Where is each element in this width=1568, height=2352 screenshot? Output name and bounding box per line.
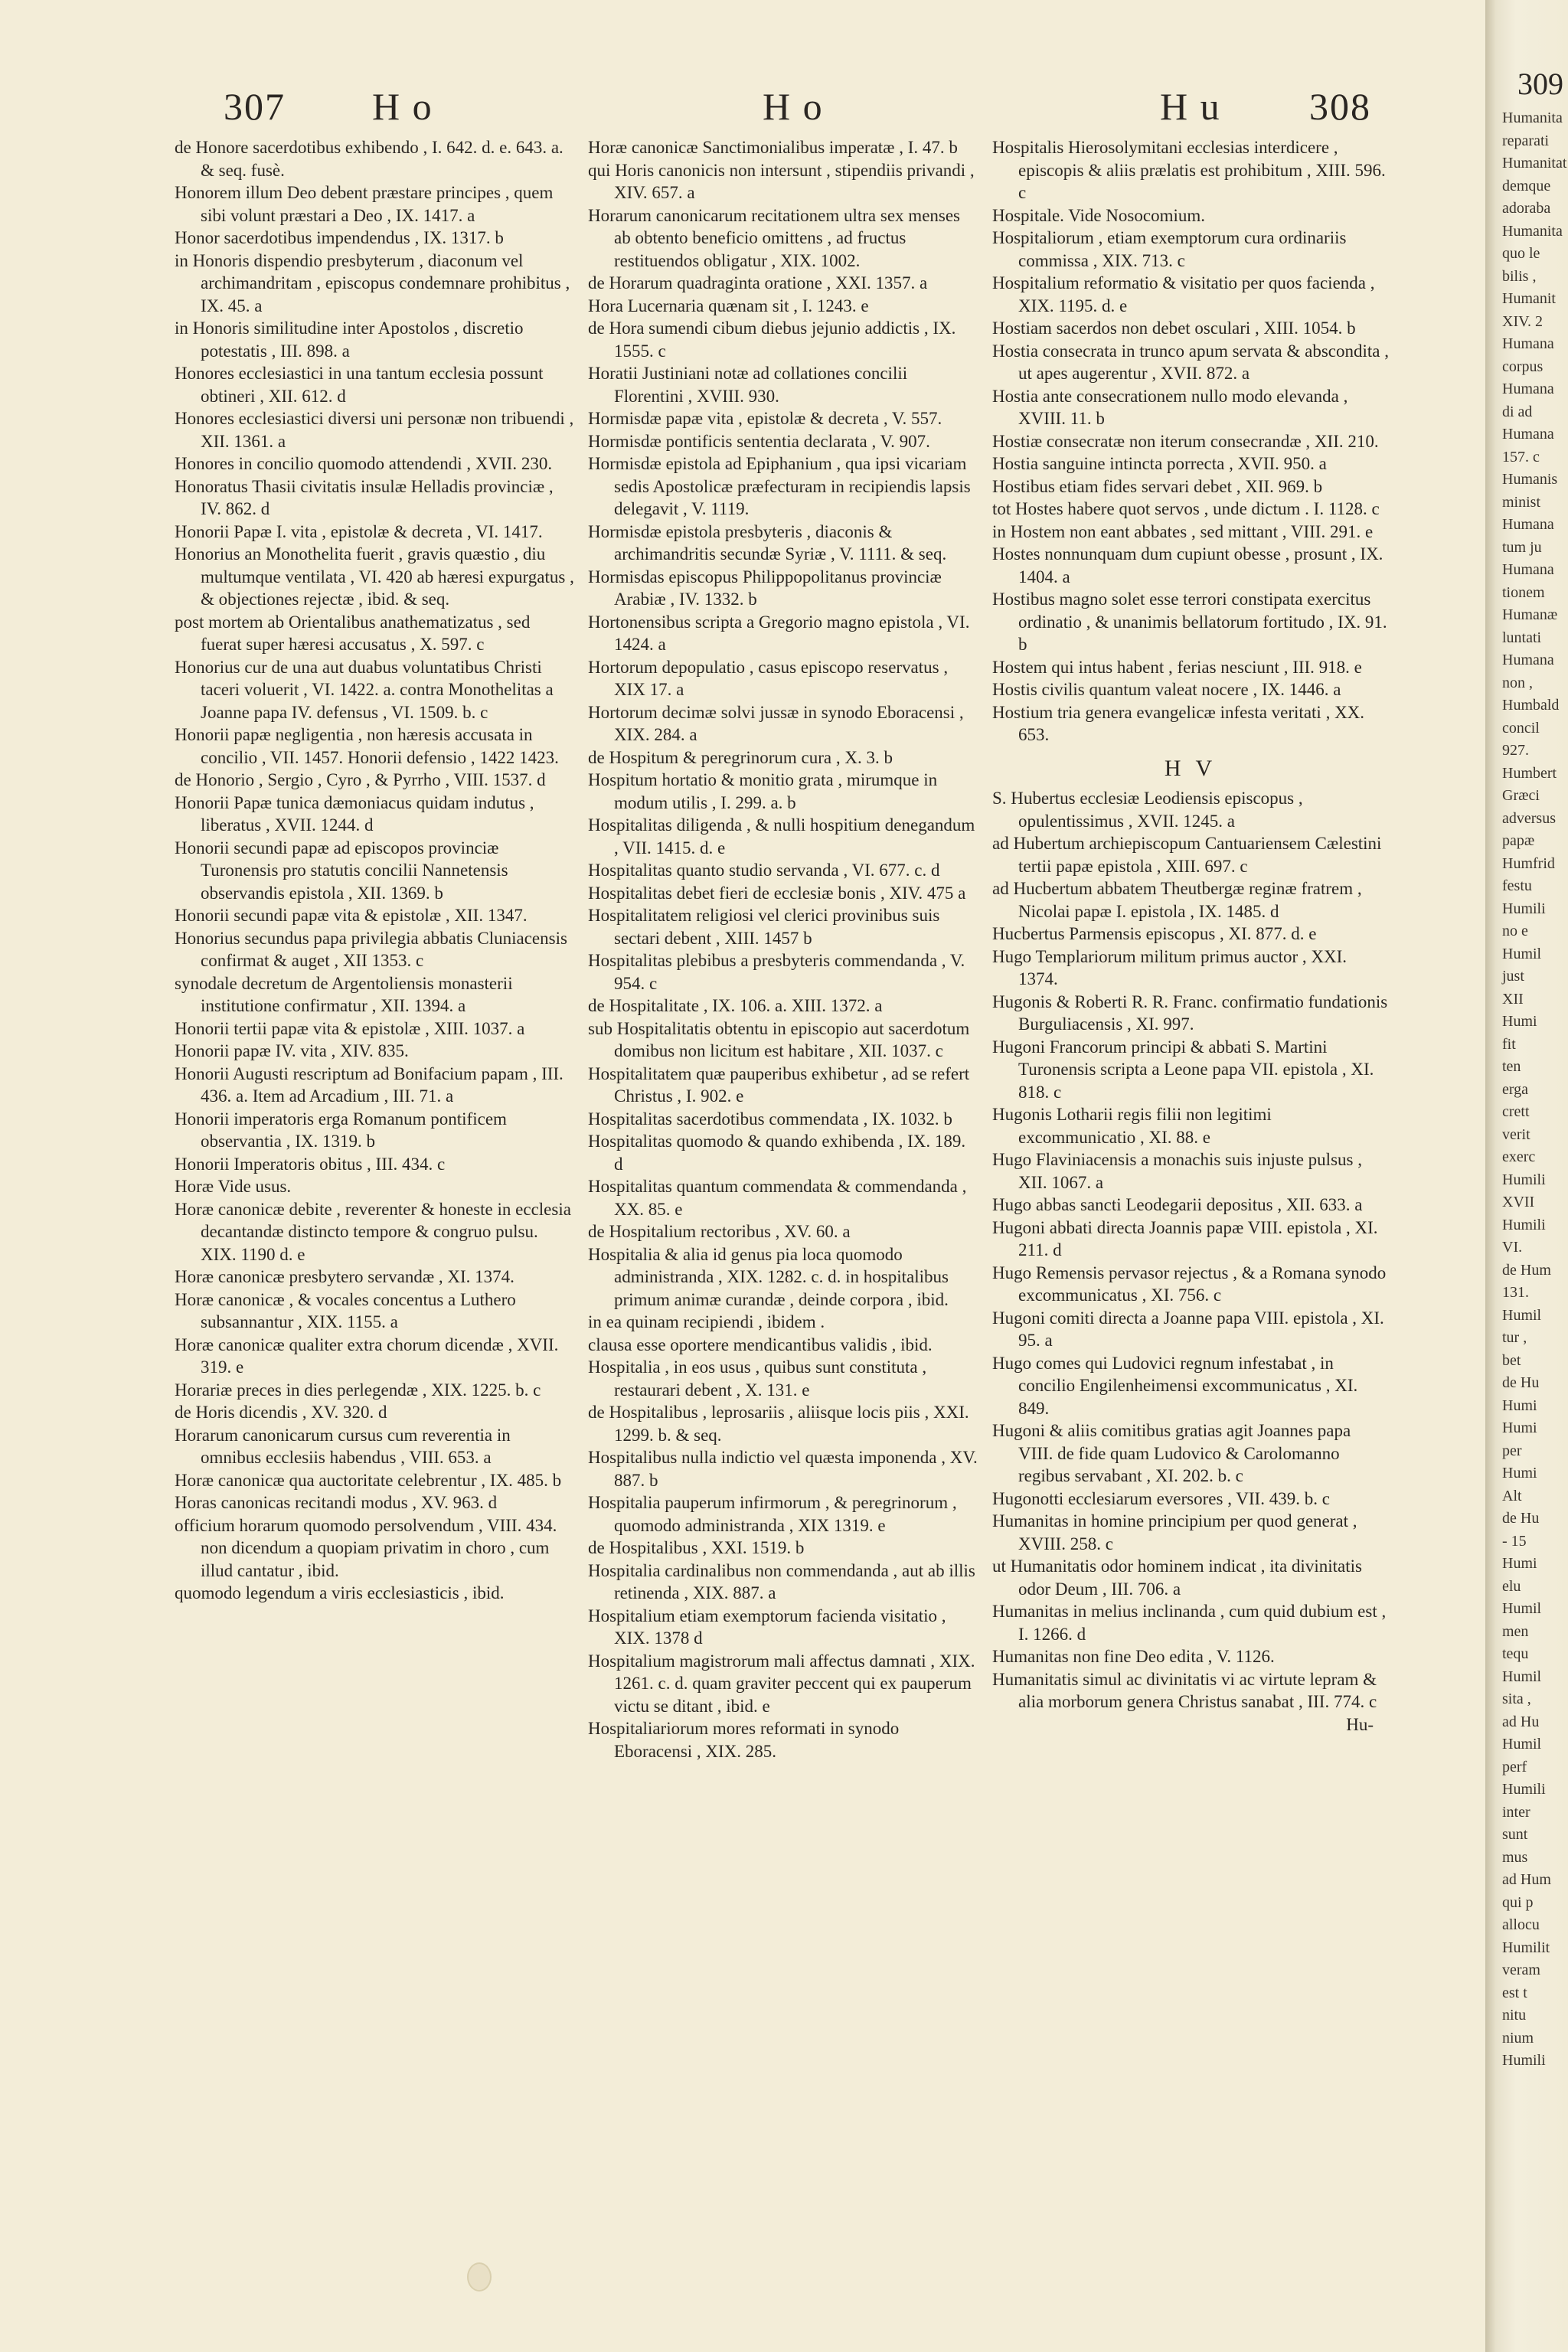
index-entry: Horarum canonicarum recitationem ultra sex menses ab obtento beneficio omittens , ad fructus restituendos obligatur , XIX. 1002. (588, 205, 961, 270)
index-entry: Hospitalibus nulla indictio vel quæsta imponenda , XV. 887. b (588, 1448, 978, 1490)
next-page-fragment: Humilit (1502, 1939, 1550, 1956)
next-page-fragment: 157. c (1502, 448, 1540, 466)
index-entry: Hospitalia & alia id genus pia loca quomodo administranda , XIX. 1282. c. d. in hospitalibus primum animæ curandæ , deinde corpora , ibid. (588, 1244, 949, 1309)
index-entry: Hormisdæ papæ vita , epistolæ & decreta , V. 557. (588, 409, 942, 428)
index-entry: Humanitatis simul ac divinitatis vi ac virtute lepram & alia morborum genera Christus sanabat , III. 774. c (992, 1669, 1377, 1711)
index-entry: Hugoni Francorum principi & abbati S. Martini Turonensis scripta a Leone papa VII. epistola , XI. 818. c (992, 1037, 1374, 1102)
index-entry: Hospitalitatem quæ pauperibus exhibetur , ad se refert Christus , I. 902. e (588, 1063, 970, 1106)
index-entry: Honorius an Monothelita fuerit , gravis quæstio , diu multumque ventilata , VI. 420 ab hæresi expurgatus , & objectiones rejectæ , ibid. & seq. (175, 544, 574, 609)
column-2-entries (588, 136, 978, 1762)
index-entry: Hostem qui intus habent , ferias nesciunt , III. 918. e (992, 657, 1362, 677)
next-page-fragment: bet (1502, 1351, 1521, 1369)
next-page-fragment: Humbert (1502, 764, 1557, 782)
index-entry: Hormisdæ epistola ad Epiphanium , qua ipsi vicariam sedis Apostolicæ præfecturam in recipiendis lapsis delegavit , V. 1119. (588, 454, 971, 518)
next-page-fragment: Humil (1502, 1600, 1542, 1617)
index-entry: ut Humanitatis odor hominem indicat , ita divinitatis odor Deum , III. 706. a (992, 1557, 1362, 1599)
index-entry: Hospitalium reformatio & visitatio per quos facienda , XIX. 1195. d. e (992, 273, 1375, 315)
index-entry: clausa esse oportere mendicantibus validis , ibid. (588, 1334, 933, 1354)
index-entry: ad Hubertum archiepiscopum Cantuariensem Cælestini tertii papæ epistola , XIII. 697. c (992, 834, 1382, 876)
next-page-fragment: per (1502, 1442, 1522, 1459)
index-entry: Horæ canonicæ , & vocales concentus a Luthero subsannantur , XIX. 1155. a (175, 1289, 516, 1331)
index-entry: Humanitas non fine Deo edita , V. 1126. (992, 1647, 1275, 1666)
index-entry: tot Hostes habere quot servos , unde dictum . I. 1128. c (992, 499, 1380, 518)
next-page-fragment: perf (1502, 1758, 1527, 1775)
next-page-fragment: Humi (1502, 1013, 1537, 1030)
next-page-fragment: bilis , (1502, 267, 1537, 285)
next-page-fragment: Humi (1502, 1396, 1537, 1414)
index-entry: Hospitalis Hierosolymitani ecclesias interdicere , episcopis & aliis prælatis est prohibitum , XIII. 596. c (992, 138, 1386, 202)
next-page-fragment: Humi (1502, 1555, 1537, 1572)
index-entry: Hora Lucernaria quænam sit , I. 1243. e (588, 296, 869, 315)
index-entry: de Hospitalium rectoribus , XV. 60. a (588, 1222, 851, 1241)
next-page-fragment: Humili (1502, 1781, 1546, 1798)
next-page-fragment: Humbald (1502, 697, 1560, 714)
running-head-right: H u (1160, 85, 1221, 128)
index-entry: Hormisdæ pontificis sententia declarata , V. 907. (588, 431, 930, 451)
next-page-fragment: Humfrid (1502, 854, 1555, 872)
index-entry: Hugoni abbati directa Joannis papæ VIII. epistola , XI. 211. d (992, 1217, 1378, 1259)
next-page-fragment: Humana (1502, 516, 1554, 533)
next-page-fragment: reparati (1502, 132, 1550, 149)
next-page-fragment: exerc (1502, 1148, 1536, 1165)
page-number-left: 307 (224, 85, 286, 128)
next-page-fragment: sita , (1502, 1690, 1531, 1707)
index-entry: Hostibus etiam fides servari debet , XII. 969. b (992, 476, 1323, 496)
index-entry: Humanitas in homine principium per quod generat , XVIII. 258. c (992, 1511, 1357, 1553)
index-entry: Honor sacerdotibus impendendus , IX. 1317. b (175, 228, 504, 247)
next-page-fragment: Humanita (1502, 109, 1563, 126)
next-page-fragment: tionem (1502, 583, 1545, 601)
index-entry: Hospitalitas sacerdotibus commendata , IX. 1032. b (588, 1109, 952, 1129)
index-entry: Hucbertus Parmensis episcopus , XI. 877. d. e (992, 924, 1317, 943)
index-entry: Hospitalitas quanto studio servanda , VI. 677. c. d (588, 861, 940, 880)
section-heading-hv: H V (1164, 755, 1217, 781)
index-entry: Horæ canonicæ presbytero servandæ , XI. 1374. (175, 1267, 514, 1286)
index-entry: Horæ canonicæ debite , reverenter & honeste in ecclesia decantandæ distincto tempore & congruo pulsu. XIX. 1190 d. e (175, 1199, 571, 1264)
next-page-fragment: Humil (1502, 945, 1542, 962)
index-entry: Horarum canonicarum cursus cum reverentia in omnibus ecclesiis habendus , VIII. 653. a (175, 1425, 511, 1467)
index-entry: Honorii secundi papæ ad episcopos provinciæ Turonensis pro statutis concilii Nannetensis observandis epistola , XII. 1369. b (175, 838, 508, 903)
index-entry: in ea quinam recipiendi , ibidem . (588, 1312, 825, 1331)
next-page-fragment: elu (1502, 1577, 1521, 1595)
index-entry: in Honoris similitudine inter Apostolos , discretio potestatis , III. 898. a (175, 318, 524, 361)
index-entry: de Horis dicendis , XV. 320. d (175, 1403, 387, 1422)
next-page-fragment: Humil (1502, 1736, 1542, 1753)
index-entry: Hostium tria genera evangelicæ infesta veritati , XX. 653. (992, 702, 1365, 744)
next-page-fragment: men (1502, 1622, 1529, 1640)
index-entry: quomodo legendum a viris ecclesiasticis , ibid. (175, 1583, 505, 1602)
index-entry: Honorii secundi papæ vita & epistolæ , XII. 1347. (175, 906, 528, 925)
index-entry: de Honore sacerdotibus exhibendo , I. 642. d. e. 643. a. & seq. fusè. (175, 138, 564, 180)
index-entry: officium horarum quomodo persolvendum , VIII. 434. non dicendum a quopiam privatim in choro , cum illud cantatur , ibid. (175, 1515, 557, 1580)
next-page-fragment: nium (1502, 2029, 1534, 2047)
index-entry: Hostia sanguine intincta porrecta , XVII. 950. a (992, 454, 1327, 473)
next-page-fragment: tequ (1502, 1645, 1529, 1662)
index-entry: Hugo Remensis pervasor rejectus , & a Romana synodo excommunicatus , XI. 756. c (992, 1263, 1387, 1305)
next-page-fragment: sunt (1502, 1826, 1528, 1843)
index-entry: Hormisdas episcopus Philippopolitanus provinciæ Arabiæ , IV. 1332. b (588, 567, 942, 609)
index-entry: Honores ecclesiastici in una tantum ecclesia possunt obtineri , XII. 612. d (175, 364, 544, 406)
column-3-entries (992, 136, 1389, 746)
index-entry: Horæ Vide usus. (175, 1177, 292, 1196)
index-entry: Hormisdæ epistola presbyteris , diaconis & archimandritis secundæ Syriæ , V. 1111. & seq. (588, 521, 947, 564)
next-page-fragment: no e (1502, 923, 1528, 939)
next-page-fragment: XII (1502, 990, 1524, 1008)
index-entry: Honorii Augusti rescriptum ad Bonifacium papam , III. 436. a. Item ad Arcadium , III. 71. a (175, 1063, 564, 1106)
next-page-fragment: Humi (1502, 1465, 1537, 1481)
index-entry: Honorius cur de una aut duabus voluntatibus Christi taceri voluerit , VI. 1422. a. contra Monothelitas a Joanne papa IV. defensus , VI. 1509. b. c (175, 657, 554, 722)
index-entry: Hortonensibus scripta a Gregorio magno epistola , VI. 1424. a (588, 612, 970, 654)
index-entry: Hugoni comiti directa a Joanne papa VIII. epistola , XI. 95. a (992, 1308, 1384, 1350)
index-entry: Hospitalia cardinalibus non commendanda , aut ab illis retinenda , XIX. 887. a (588, 1560, 975, 1602)
next-page-fragment: Humana (1502, 652, 1554, 668)
catchword: Hu- (1346, 1714, 1374, 1734)
index-entry: de Hospitalibus , leprosariis , aliisque locis piis , XXI. 1299. b. & seq. (588, 1403, 969, 1445)
index-entry: Horæ canonicæ qua auctoritate celebrentur , IX. 485. b (175, 1470, 562, 1490)
next-page-fragment: XVII (1502, 1194, 1535, 1210)
index-entry: Hostes nonnunquam dum cupiunt obesse , prosunt , IX. 1404. a (992, 544, 1383, 586)
next-page-fragment: non , (1502, 674, 1533, 691)
next-page-fragment: mus (1502, 1848, 1528, 1866)
next-page-fragments (1485, 107, 1566, 2073)
index-entry: Hugo comes qui Ludovici regnum infestabat , in concilio Engilenheimensi excommunicatus , XI. 849. (992, 1353, 1358, 1418)
index-entry: Hostiam sacerdos non debet osculari , XIII. 1054. b (992, 318, 1356, 338)
index-entry: Hugonis Lotharii regis filii non legitimi excommunicatio , XI. 88. e (992, 1105, 1272, 1147)
page-number-right: 308 (1309, 85, 1371, 128)
index-entry: post mortem ab Orientalibus anathematizatus , sed fuerat super hæresi accusatus , X. 597. c (175, 612, 531, 654)
next-page-fragment: Humil (1502, 1306, 1542, 1324)
next-page-fragment: nitu (1502, 2007, 1527, 2024)
index-entry: de Horarum quadraginta oratione , XXI. 1357. a (588, 273, 928, 292)
next-page-fragment: allocu (1502, 1916, 1540, 1933)
next-page-fragment: veram (1502, 1962, 1540, 1978)
index-entry: in Hostem non eant abbates , sed mittant , VIII. 291. e (992, 521, 1374, 541)
running-head-center: H o (763, 85, 824, 128)
index-entry: Honorii Imperatoris obitus , III. 434. c (175, 1154, 446, 1174)
index-entry: Horatii Justiniani notæ ad collationes concilii Florentini , XVIII. 930. (588, 364, 908, 406)
next-page-fragment: crett (1502, 1103, 1530, 1120)
index-entry: Horæ canonicæ Sanctimonialibus imperatæ , I. 47. b (588, 138, 958, 157)
next-page-edge (1485, 0, 1568, 2352)
index-entry: Honoratus Thasii civitatis insulæ Helladis provinciæ , IV. 862. d (175, 476, 554, 518)
index-entry: Hostia consecrata in trunco apum servata & abscondita , ut apes augerentur , XVII. 872. a (992, 341, 1389, 383)
index-entry: Hospitaliariorum mores reformati in synodo Eboracensi , XIX. 285. (588, 1719, 900, 1761)
index-entry: S. Hubertus ecclesiæ Leodiensis episcopus , opulentissimus , XVII. 1245. a (992, 789, 1303, 831)
next-page-fragment: tur , (1502, 1329, 1527, 1346)
next-page-number: 309 (1517, 67, 1563, 101)
next-page-fragment: VI. (1502, 1239, 1523, 1256)
index-entry: de Hospitum & peregrinorum cura , X. 3. b (588, 747, 893, 767)
next-page-fragment: ad Hu (1502, 1713, 1540, 1730)
index-entry: Honorii Papæ I. vita , epistolæ & decreta , VI. 1417. (175, 521, 543, 541)
index-entry: Hospitalitas quomodo & quando exhibenda , IX. 189. d (588, 1132, 966, 1174)
index-entry: de Hospitalibus , XXI. 1519. b (588, 1538, 805, 1557)
next-page-fragment: Humil (1502, 1668, 1542, 1685)
next-page-fragment: demque (1502, 177, 1551, 194)
next-page-fragment: Humana (1502, 561, 1554, 578)
next-page-fragment: Humili (1502, 1171, 1546, 1188)
index-entry: de Hora sumendi cibum diebus jejunio addictis , IX. 1555. c (588, 318, 956, 361)
column-1-entries (175, 136, 574, 1605)
next-page-fragment: Humi (1502, 1419, 1537, 1436)
next-page-fragment: Humanis (1502, 471, 1558, 488)
index-entry: Hospitalitas diligenda , & nulli hospitium denegandum , VII. 1415. d. e (588, 815, 975, 858)
next-page-fragment: - 15 (1502, 1532, 1527, 1550)
column-3-entries-hv (992, 787, 1389, 1713)
index-entry: Hospitale. Vide Nosocomium. (992, 205, 1205, 225)
index-entry: Honores in concilio quomodo attendendi , XVII. 230. (175, 454, 553, 473)
next-page-fragment: Humanitat (1502, 155, 1567, 172)
next-page-fragment: di ad (1502, 403, 1533, 420)
index-entry: Hostibus magno solet esse terrori constipata exercitus ordinatio , & unanimis bellatorum fortitudo , IX. 91. b (992, 590, 1387, 654)
index-entry: de Honorio , Sergio , Cyro , & Pyrrho , VIII. 1537. d (175, 770, 546, 789)
next-page-fragment: adversus (1502, 809, 1556, 827)
next-page-fragment: 927. (1502, 742, 1529, 759)
index-entry: Hospitum hortatio & monitio grata , mirumque in modum utilis , I. 299. a. b (588, 770, 938, 812)
index-entry: Hospitalium magistrorum mali affectus damnati , XIX. 1261. c. d. quam graviter peccent qui ex pauperum victu se ditant , ibid. e (588, 1651, 975, 1716)
index-entry: Hugonotti ecclesiarum eversores , VII. 439. b. c (992, 1488, 1330, 1508)
index-entry: Hospitalitas plebibus a presbyteris commendanda , V. 954. c (588, 951, 965, 993)
next-page-fragment: inter (1502, 1803, 1530, 1821)
index-entry: Hugo Templariorum militum primus auctor , XXI. 1374. (992, 946, 1348, 988)
next-page-fragment: Humili (1502, 1216, 1546, 1233)
next-page-fragment: ten (1502, 1058, 1521, 1075)
next-page-fragment: corpus (1502, 358, 1544, 375)
index-entry: Hostia ante consecrationem nullo modo elevanda , XVIII. 11. b (992, 386, 1348, 428)
index-entry: Hospitalium etiam exemptorum facienda visitatio , XIX. 1378 d (588, 1606, 946, 1648)
index-entry: Humanitas in melius inclinanda , cum quid dubium est , I. 1266. d (992, 1602, 1387, 1644)
next-page-fragment: adoraba (1502, 200, 1551, 217)
next-page-fragment: Græci (1502, 787, 1540, 804)
next-page-fragment: fit (1502, 1035, 1516, 1053)
next-page-fragment: de Hu (1502, 1510, 1540, 1527)
next-page-fragment: Humana (1502, 335, 1554, 352)
index-entry: Hospitalitatem religiosi vel clerici provinibus suis sectari debent , XIII. 1457 b (588, 906, 940, 948)
index-entry: Honorii tertii papæ vita & epistolæ , XIII. 1037. a (175, 1018, 525, 1038)
next-page-fragment: luntati (1502, 629, 1542, 646)
index-entry: Honorii papæ IV. vita , XIV. 835. (175, 1041, 409, 1060)
next-page-fragment: Humanæ (1502, 606, 1558, 623)
next-page-fragment: qui p (1502, 1893, 1534, 1911)
index-entry: Hospitalitas debet fieri de ecclesiæ bonis , XIV. 475 a (588, 883, 966, 903)
next-page-fragment: ad Hum (1502, 1871, 1551, 1888)
index-entry: Hostiæ consecratæ non iterum consecrandæ , XII. 210. (992, 431, 1379, 451)
index-entry: Horariæ preces in dies perlegendæ , XIX. 1225. b. c (175, 1380, 541, 1400)
next-page-fragment: Alt (1502, 1487, 1522, 1504)
next-page-fragment: quo le (1502, 245, 1540, 262)
index-entry: ad Hucbertum abbatem Theutbergæ reginæ fratrem , Nicolai papæ I. epistola , IX. 1485. d (992, 879, 1362, 921)
running-head-left: H o (372, 85, 433, 128)
index-entry: Horas canonicas recitandi modus , XV. 963. d (175, 1493, 498, 1512)
index-entry: Hugonis & Roberti R. R. Franc. confirmatio fundationis Burguliacensis , XI. 997. (992, 991, 1388, 1034)
index-entry: Horæ canonicæ qualiter extra chorum dicendæ , XVII. 319. e (175, 1334, 559, 1377)
next-page-fragment: est t (1502, 1984, 1527, 2001)
index-entry: Hostis civilis quantum valeat nocere , IX. 1446. a (992, 680, 1341, 699)
index-entry: Honorem illum Deo debent præstare principes , quem sibi volunt præstari a Deo , IX. 1417. a (175, 183, 554, 225)
next-page-fragment: de Hu (1502, 1374, 1540, 1391)
index-entry: Hospitalia , in eos usus , quibus sunt constituta , restaurari debent , X. 131. e (588, 1357, 927, 1400)
paper-stain (467, 2262, 492, 2292)
index-entry: Honorius secundus papa privilegia abbatis Cluniacensis confirmat & auget , XII 1353. c (175, 928, 567, 970)
next-page-fragment: de Hum (1502, 1261, 1551, 1279)
next-page-fragment: erga (1502, 1080, 1529, 1098)
next-page-fragment: concil (1502, 719, 1540, 737)
next-page-fragment: papæ (1502, 832, 1535, 849)
index-entry: in Honoris dispendio presbyterum , diaconum vel archimandritam , episcopus condemnare prohibitus , IX. 45. a (175, 250, 570, 315)
index-entry: Honores ecclesiastici diversi uni personæ non tribuendi , XII. 1361. a (175, 409, 574, 451)
next-page-fragment: tum ju (1502, 538, 1542, 556)
index-entry: de Hospitalitate , IX. 106. a. XIII. 1372. a (588, 996, 883, 1015)
next-page-fragment: Humana (1502, 426, 1554, 443)
index-entry: Hortorum decimæ solvi jussæ in synodo Eboracensi , XIX. 284. a (588, 702, 964, 744)
index-entry: Honorii papæ negligentia , non hæresis accusata in concilio , VII. 1457. Honorii defensio , 1422 1423. (175, 725, 559, 767)
index-entry: Hospitalia pauperum infirmorum , & peregrinorum , quomodo administranda , XIX 1319. e (588, 1493, 957, 1535)
index-entry: Hugoni & aliis comitibus gratias agit Joannes papa VIII. de fide quam Ludovico & Carolomanno regibus servabant , XI. 202. b. c (992, 1421, 1351, 1485)
next-page-fragment: Humana (1502, 381, 1554, 397)
next-page-fragment: Humili (1502, 900, 1546, 917)
next-page-fragment: Humanita (1502, 222, 1563, 240)
index-column-2 (588, 136, 978, 1762)
index-entry: Hospitaliorum , etiam exemptorum cura ordinariis commissa , XIX. 713. c (992, 228, 1347, 270)
index-entry: Hospitalitas quantum commendata & commendanda , XX. 85. e (588, 1177, 967, 1219)
index-entry: Honorii imperatoris erga Romanum pontificem observantia , IX. 1319. b (175, 1109, 507, 1151)
index-entry: qui Horis canonicis non intersunt , stipendiis privandi , XIV. 657. a (588, 160, 975, 202)
index-entry: Hortorum depopulatio , casus episcopo reservatus , XIX 17. a (588, 657, 949, 699)
index-column-3 (992, 136, 1389, 1736)
index-entry: sub Hospitalitatis obtentu in episcopio aut sacerdotum domibus non licitum est habitare , XII. 1037. c (588, 1018, 970, 1060)
next-page-fragment: just (1502, 968, 1524, 985)
index-entry: Honorii Papæ tunica dæmoniacus quidam indutus , liberatus , XVII. 1244. d (175, 792, 534, 835)
next-page-fragment: 131. (1502, 1284, 1529, 1301)
index-entry: Hugo Flaviniacensis a monachis suis injuste pulsus , XII. 1067. a (992, 1150, 1362, 1192)
next-page-fragment: festu (1502, 877, 1532, 894)
index-entry: Hugo abbas sancti Leodegarii depositus , XII. 633. a (992, 1195, 1363, 1214)
next-page-fragment: Humanit (1502, 290, 1556, 307)
next-page-fragment: verit (1502, 1125, 1530, 1143)
next-page-fragment: Humili (1502, 2052, 1546, 2069)
index-entry: synodale decretum de Argentoliensis monasterii institutione confirmatur , XII. 1394. a (175, 973, 513, 1015)
index-column-1 (175, 136, 574, 1605)
next-page-fragment: XIV. 2 (1502, 312, 1543, 330)
next-page-fragment: minist (1502, 493, 1541, 511)
